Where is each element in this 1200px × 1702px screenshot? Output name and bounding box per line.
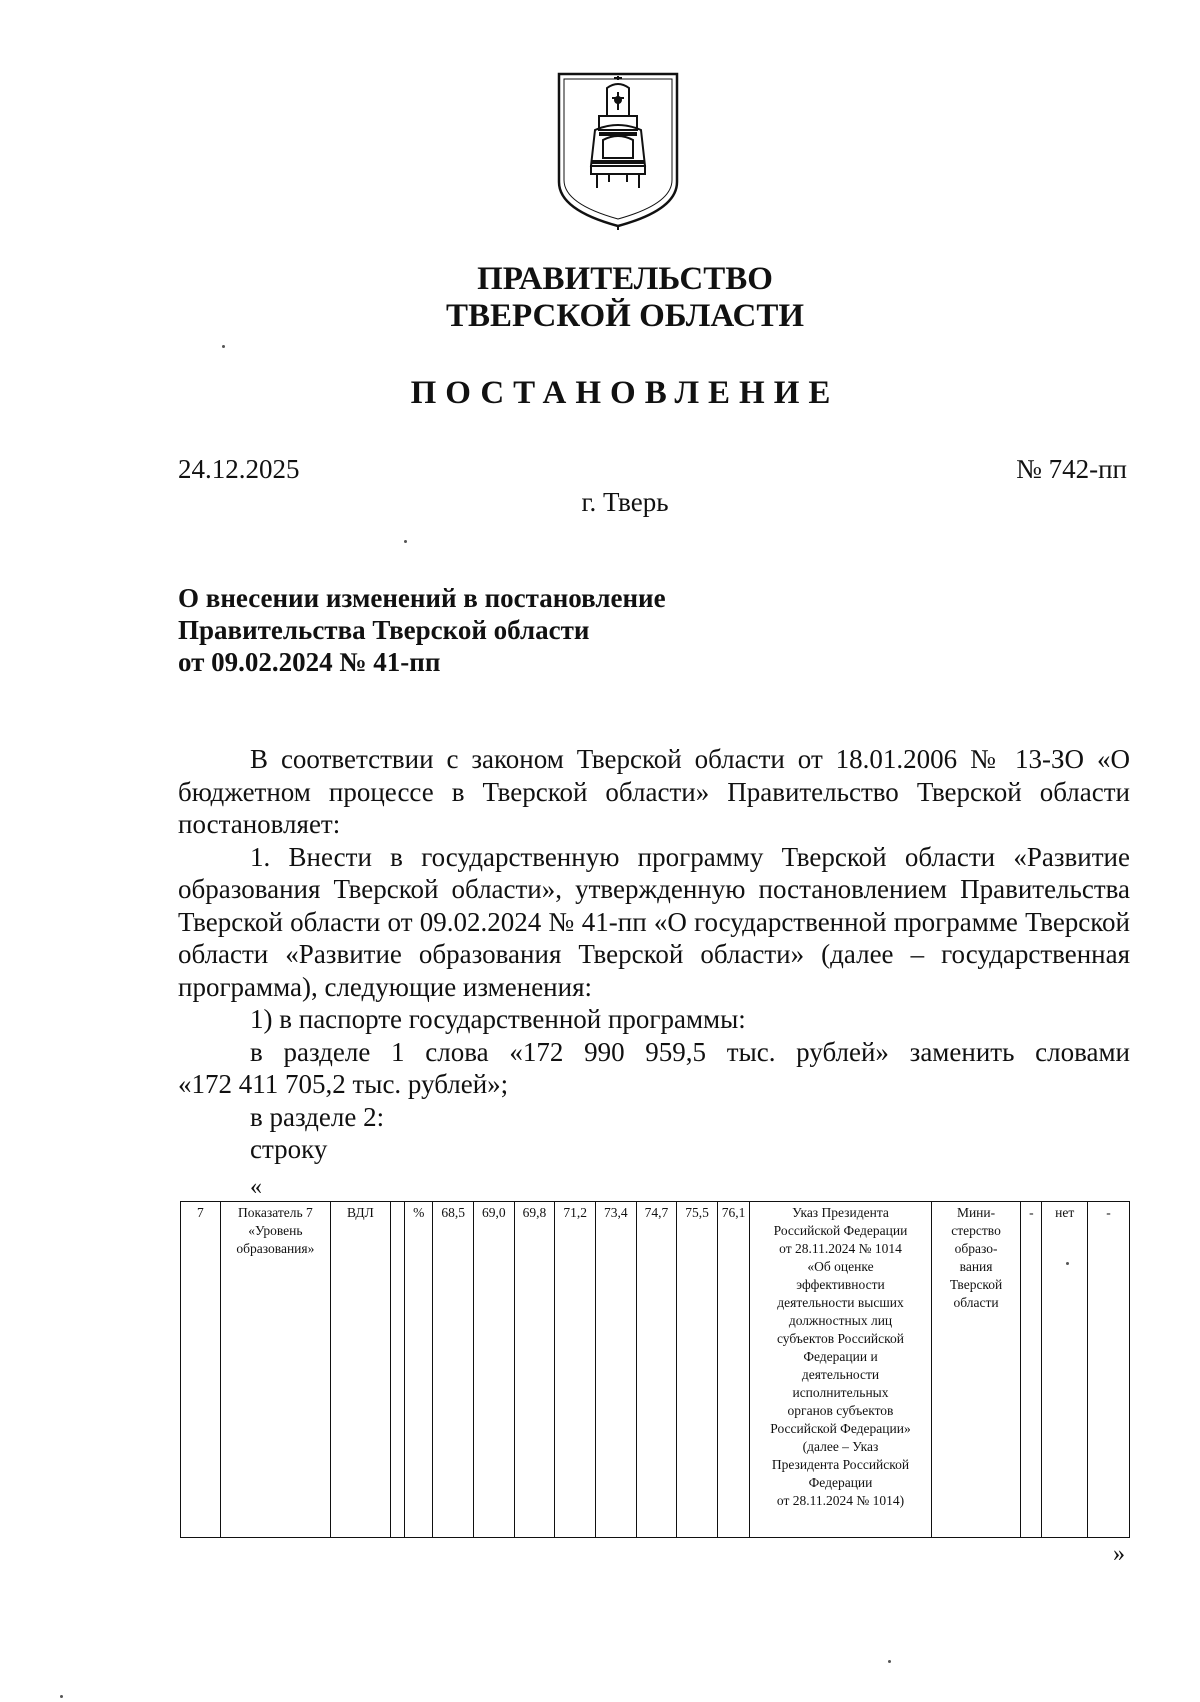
cell-document: Указ Президента Российской Федерации от 28.11.2024 № 1014 «Об оценке эффективности деятельности высших должностных лиц субъектов Российской Федерации и деятельности исполнительных органов субъектов Российской Федерации» (далее – Указ Президента Российской Федерации от 28.11.2024 № 1014) — [750, 1202, 931, 1538]
cell-value: 75,5 — [677, 1202, 718, 1538]
cell-indicator: Показатель 7 «Уровень образования» — [220, 1202, 331, 1538]
cell-responsible: Мини- стерство образо- вания Тверской области — [931, 1202, 1021, 1538]
cell-value: 68,5 — [433, 1202, 474, 1538]
scan-speck — [888, 1660, 891, 1663]
org-name-line2: ТВЕРСКОЙ ОБЛАСТИ — [445, 298, 805, 334]
cell-unit: % — [405, 1202, 433, 1538]
cell-dash: - — [1021, 1202, 1042, 1538]
paragraph-section-1-cont: «172 411 705,2 тыс. рублей»; — [178, 1069, 509, 1099]
paragraph-section-1-line: в разделе 1 слова «172 990 959,5 тыс. рублей» заменить словами — [250, 1036, 1130, 1067]
org-name-line1: ПРАВИТЕЛЬСТВО — [477, 261, 773, 297]
quote-open: « — [250, 1174, 262, 1200]
doc-number: № 742-пп — [1016, 454, 1127, 484]
cell-value: 76,1 — [717, 1202, 749, 1538]
cell-no: 7 — [181, 1202, 221, 1538]
paragraph-item-1: 1. Внести в государственную программу Тверской области «Развитие образования Тверской области», утвержденную постановлением Правительства Тверской области от 09.02.2024 № 41-пп «О государственной программе Тверской области «Развитие образования Тверской области» (далее – государственная программа), следующие изменения: — [178, 841, 1130, 1002]
indicator-table — [180, 1201, 1130, 1538]
doc-subject — [178, 582, 666, 678]
paragraph-row-label: строку — [250, 1134, 328, 1164]
scan-speck — [404, 540, 407, 543]
scan-speck — [1066, 1262, 1069, 1265]
paragraph-preamble: В соответствии с законом Тверской области от 18.01.2006 № 13-ЗО «О бюджетном процессе в Тверской области» Правительство Тверской области постановляет: — [178, 744, 1130, 839]
tver-coat-of-arms-icon — [555, 70, 681, 230]
subject-line: от 09.02.2024 № 41-пп — [178, 647, 441, 677]
cell-value: 74,7 — [636, 1202, 677, 1538]
subject-line: Правительства Тверской области — [178, 615, 590, 645]
cell-flag: нет — [1042, 1202, 1088, 1538]
doc-body — [178, 743, 1130, 1166]
cell-value: 69,0 — [474, 1202, 515, 1538]
cell-value: 71,2 — [555, 1202, 596, 1538]
cell-value: 73,4 — [595, 1202, 636, 1538]
doc-type: ПОСТАНОВЛЕНИЕ — [410, 375, 840, 411]
table-row — [181, 1202, 1130, 1538]
cell-empty — [390, 1202, 405, 1538]
quote-close: » — [1113, 1541, 1125, 1567]
cell-type: ВДЛ — [331, 1202, 390, 1538]
cell-value: 69,8 — [514, 1202, 555, 1538]
paragraph-subitem-1: 1) в паспорте государственной программы: — [250, 1004, 746, 1034]
cell-dash: - — [1088, 1202, 1130, 1538]
doc-city: г. Тверь — [581, 487, 669, 517]
paragraph-section-2: в разделе 2: — [250, 1101, 385, 1132]
scan-speck — [222, 345, 225, 348]
doc-date: 24.12.2025 — [178, 454, 300, 484]
subject-line: О внесении изменений в постановление — [178, 583, 666, 613]
scan-speck — [60, 1695, 63, 1698]
